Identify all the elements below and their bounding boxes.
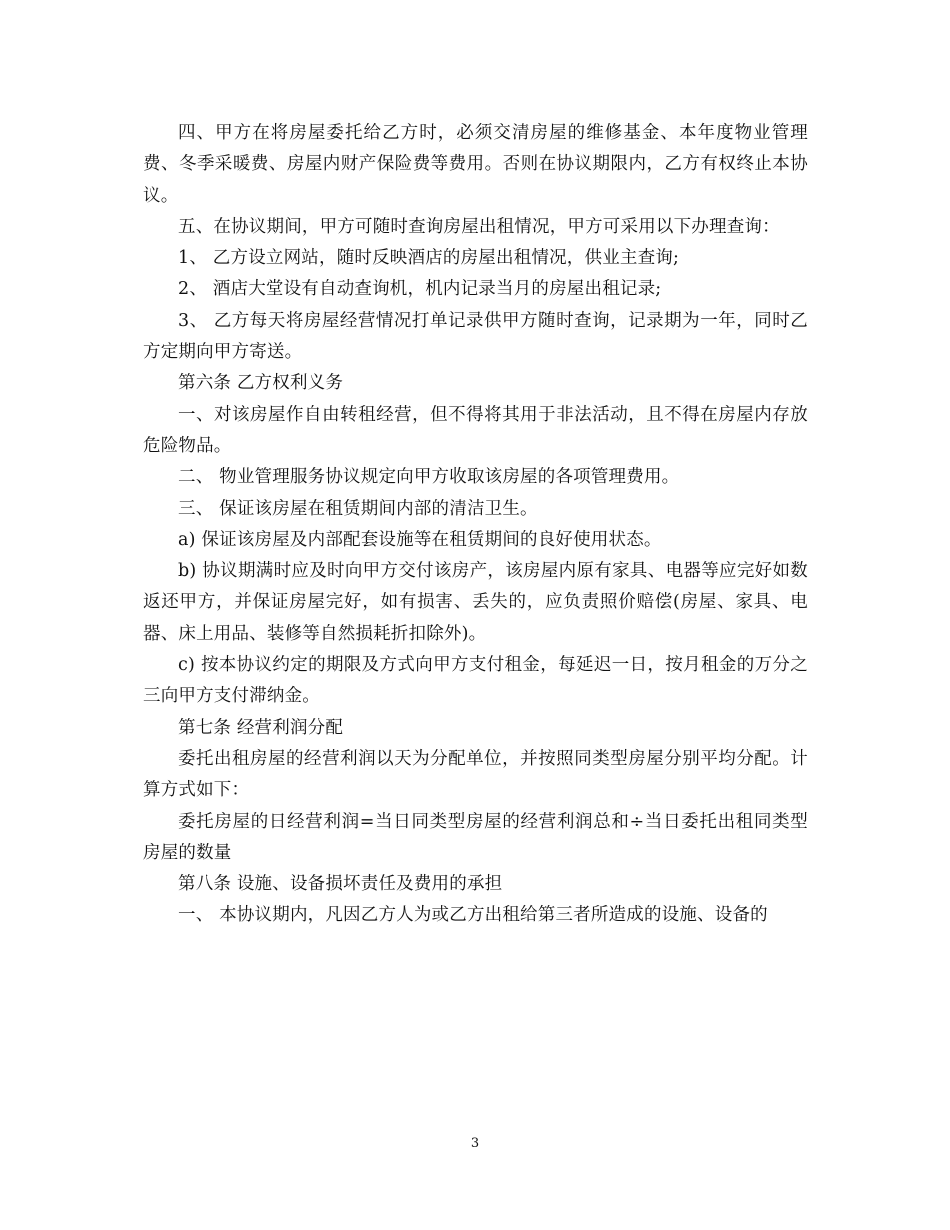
document-body — [143, 118, 808, 932]
article-7-heading: 第七条 经营利润分配 — [178, 717, 344, 738]
article-6-subitem-a: a) 保证该房屋及内部配套设施等在租赁期间的良好使用状态。 — [178, 529, 662, 550]
article-7-formula: 委托房屋的日经营利润=当日同类型房屋的经营利润总和÷当日委托出租同类型房屋的数量 — [143, 811, 808, 863]
query-method-2: 2、 酒店大堂设有自动查询机，机内记录当月的房屋出租记录; — [178, 279, 662, 300]
article-8-heading: 第八条 设施、设备损坏责任及费用的承担 — [178, 874, 503, 895]
page-number: 3 — [470, 1136, 480, 1151]
article-6-subitem-b: b) 协议期满时应及时向甲方交付该房产，该房屋内原有家具、电器等应完好如数返还甲方，并保证房屋完好，如有损害、丢失的，应负责照价赔偿(房屋、家具、电器、床上用品、装修等自然损耗折扣除外)。 — [143, 561, 808, 644]
article-6-subitem-c: c) 按本协议约定的期限及方式向甲方支付租金，每延迟一日，按月租金的万分之三向甲方支付滞纳金。 — [143, 655, 808, 707]
article-7-paragraph-1: 委托出租房屋的经营利润以天为分配单位，并按照同类型房屋分别平均分配。计算方式如下： — [143, 748, 808, 801]
clause-5-paragraph: 五、在协议期间，甲方可随时查询房屋出租情况，甲方可采用以下办理查询： — [178, 216, 780, 237]
article-8-item-1: 一、 本协议期内，凡因乙方人为或乙方出租给第三者所造成的设施、设备的 — [178, 905, 768, 926]
clause-4-paragraph: 四、甲方在将房屋委托给乙方时，必须交清房屋的维修基金、本年度物业管理费、冬季采暖费、房屋内财产保险费等费用。否则在协议期限内，乙方有权终止本协议。 — [143, 123, 808, 206]
article-6-item-1: 一、对该房屋作自由转租经营，但不得将其用于非法活动，且不得在房屋内存放危险物品。 — [143, 404, 808, 456]
article-6-item-3: 三、 保证该房屋在租赁期间内部的清洁卫生。 — [178, 498, 538, 519]
article-6-heading: 第六条 乙方权利义务 — [178, 373, 344, 394]
query-method-1: 1、 乙方设立网站，随时反映酒店的房屋出租情况，供业主查询; — [178, 248, 680, 269]
query-method-3: 3、 乙方每天将房屋经营情况打单记录供甲方随时查询，记录期为一年，同时乙方定期向甲方寄送。 — [143, 310, 808, 363]
article-6-item-2: 二、 物业管理服务协议规定向甲方收取该房屋的各项管理费用。 — [178, 467, 680, 488]
